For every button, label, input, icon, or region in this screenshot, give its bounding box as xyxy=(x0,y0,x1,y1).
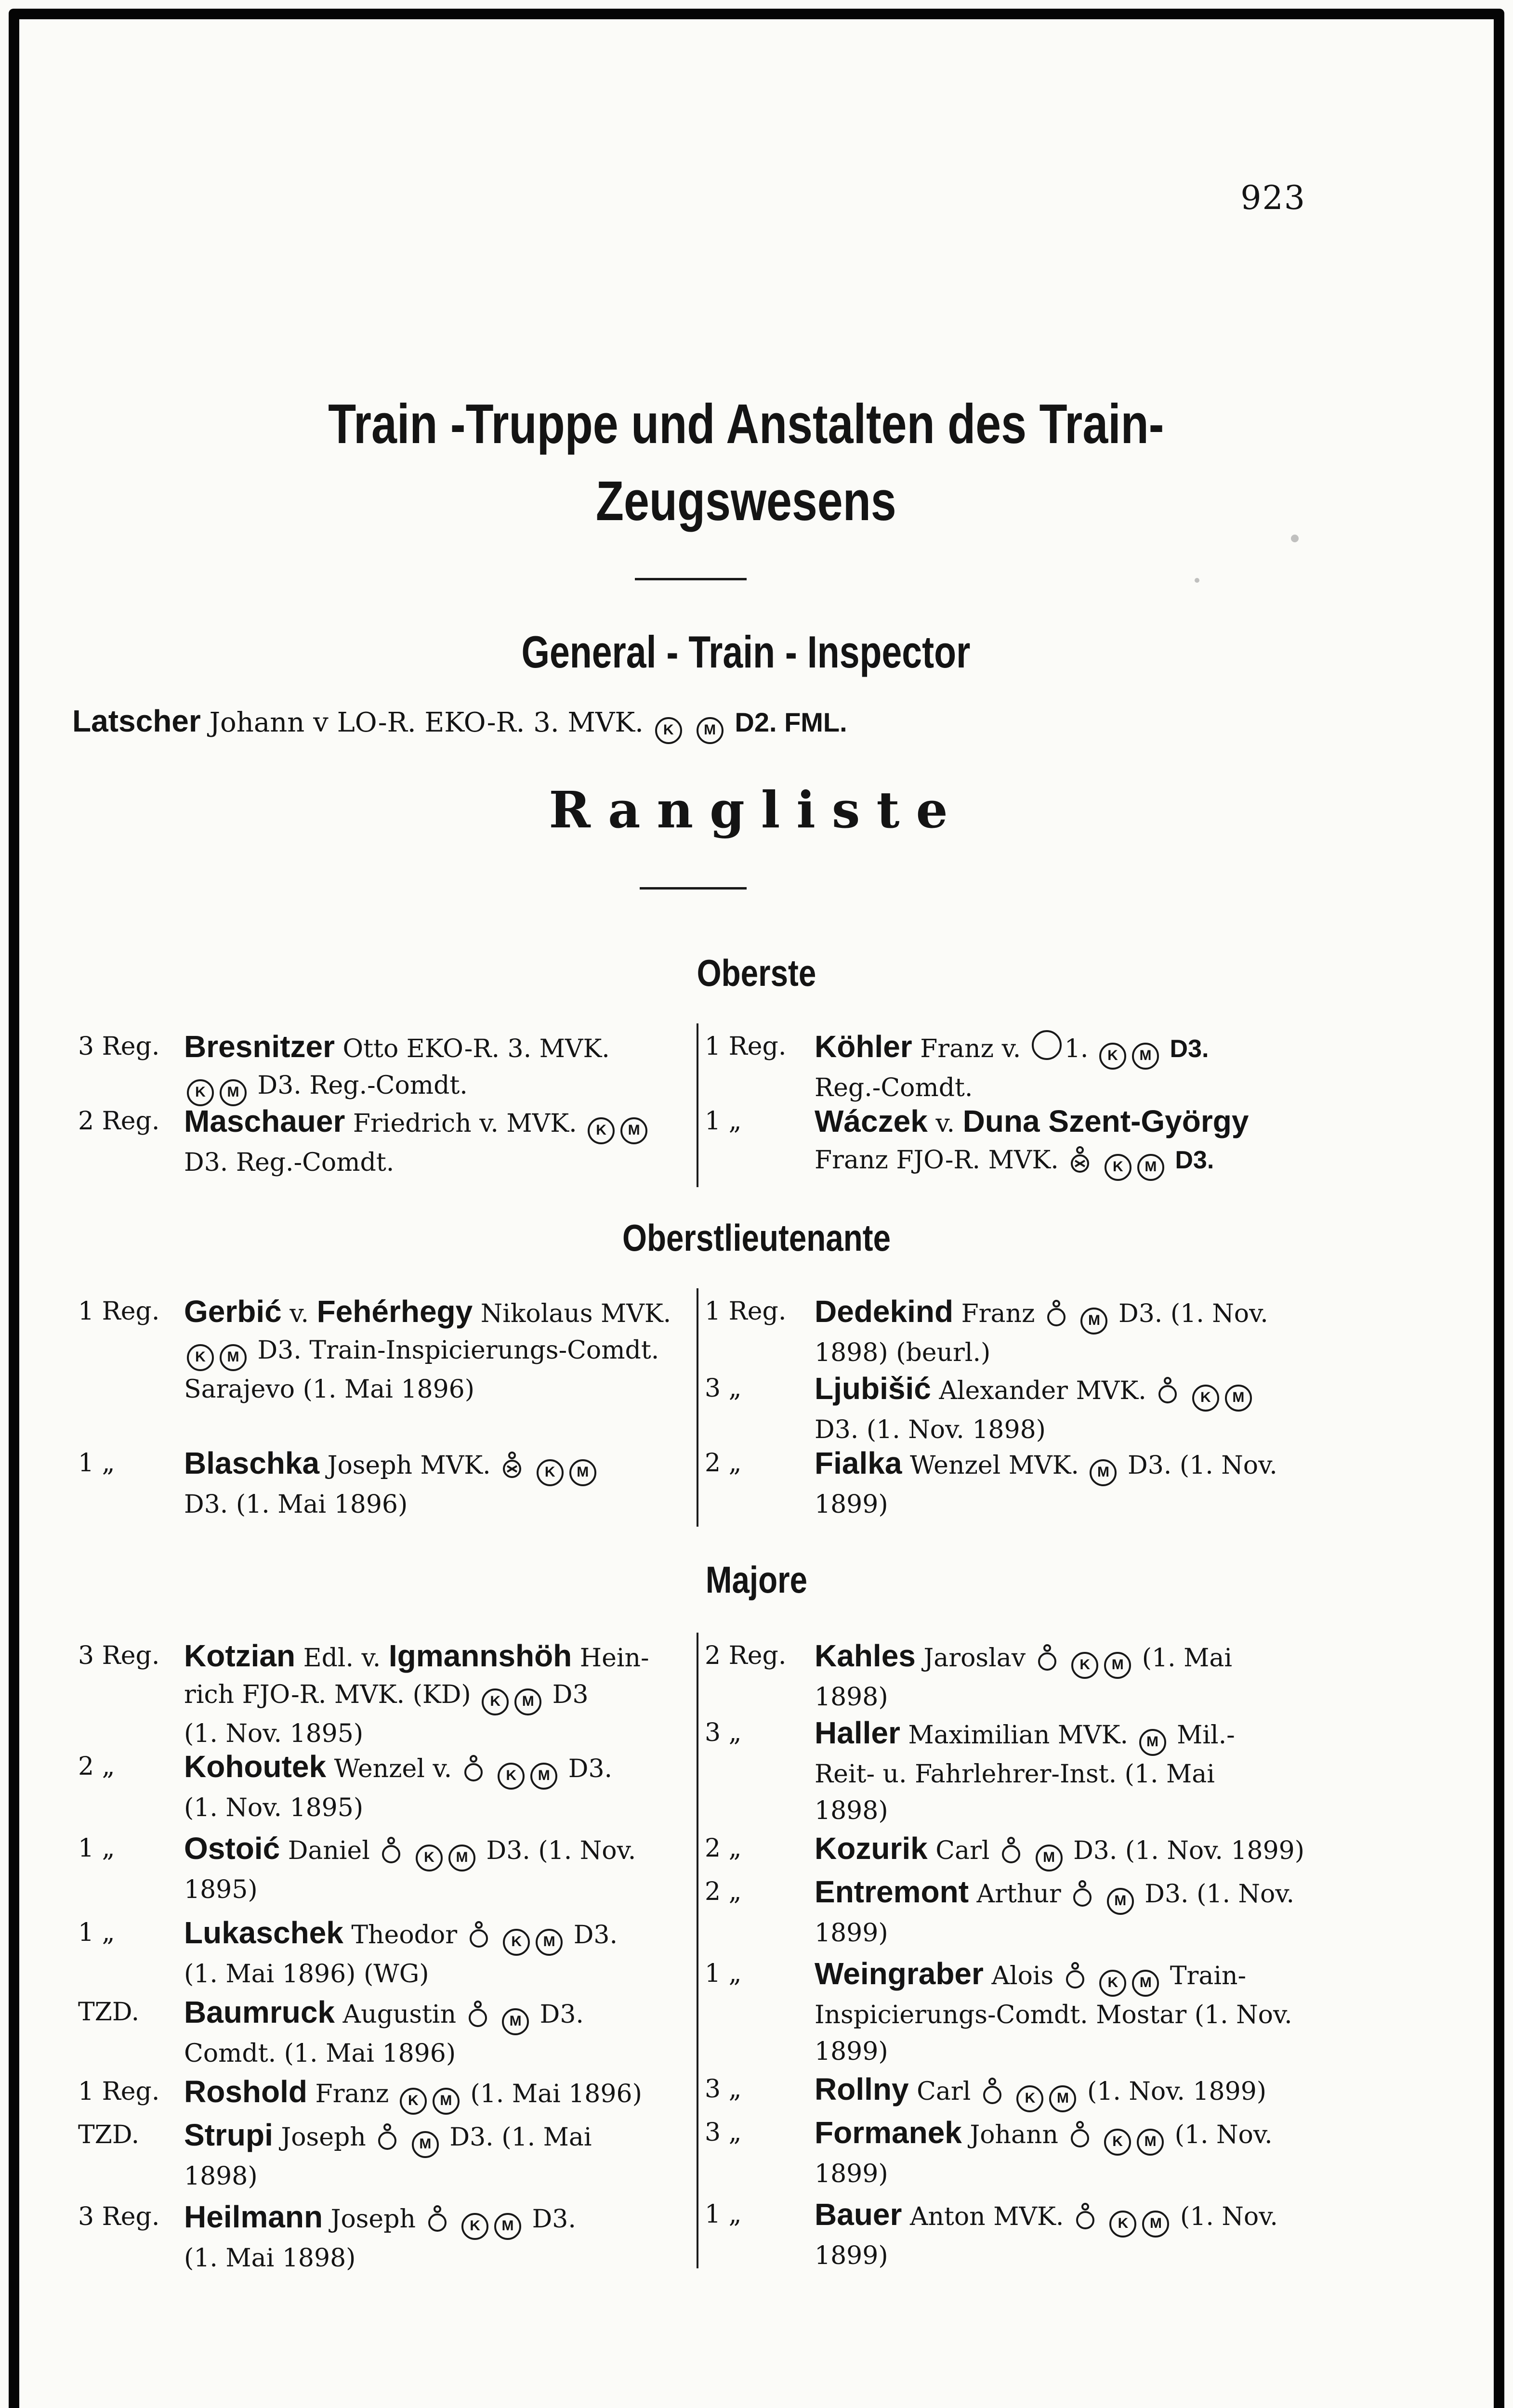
entry-detail: (1. Mai 1896) (WG) xyxy=(184,1960,429,1989)
rank: 2 „ xyxy=(78,1752,115,1781)
entry-detail: Augustin xyxy=(342,2000,457,2029)
k-symbol-icon: K xyxy=(537,1459,564,1486)
entry-text xyxy=(815,1370,1318,1448)
entry-detail: Otto EKO-R. 3. MVK. xyxy=(342,1034,610,1063)
k-symbol-icon: K xyxy=(1192,1385,1219,1412)
ink-speck xyxy=(1195,578,1199,583)
officer-name: Heilmann xyxy=(184,2199,323,2234)
k-symbol-icon: K xyxy=(400,2088,427,2115)
entry-text xyxy=(184,2199,685,2277)
entry-detail: Wenzel v. xyxy=(334,1754,452,1783)
entry-detail: 1898) xyxy=(815,1683,888,1712)
entry-detail: Sarajevo (1. Mai 1896) xyxy=(184,1375,475,1404)
entry-detail: Daniel xyxy=(288,1836,370,1865)
officer-name: Ljubišić xyxy=(815,1371,931,1406)
entry-text xyxy=(815,2071,1318,2112)
rangliste-heading: Rangliste xyxy=(549,780,964,839)
m-symbol-icon: M xyxy=(620,1117,647,1144)
section-title-oberste: Oberste xyxy=(697,952,816,994)
officer-name: Haller xyxy=(815,1715,900,1750)
entry-detail: (1. Mai 1898) xyxy=(184,2244,356,2273)
entry-detail: rich FJO-R. MVK. (KD) xyxy=(184,1680,471,1709)
officer-name: Kotzian xyxy=(184,1638,296,1673)
entry-text xyxy=(815,1955,1318,2070)
officer-name: Gerbić xyxy=(184,1294,282,1329)
entry-detail: Carl xyxy=(935,1836,990,1865)
rank: 3 „ xyxy=(705,2118,742,2147)
entry-detail: (1. Nov. 1899) xyxy=(1087,2077,1267,2106)
m-symbol-icon: M xyxy=(1107,1888,1134,1915)
entry-detail: (1. Nov. 1895) xyxy=(184,1793,364,1822)
entry-detail: Joseph MVK. xyxy=(327,1451,491,1480)
column-divider xyxy=(697,1023,698,1187)
entry-detail: v. xyxy=(935,1109,955,1138)
entry-text xyxy=(184,2117,685,2195)
entry-detail: (1. Mai 1896) xyxy=(470,2080,642,2108)
rank: 1 Reg. xyxy=(705,1297,787,1326)
decoration-badge-icon xyxy=(468,1921,489,1949)
k-symbol-icon: K xyxy=(588,1117,615,1144)
m-symbol-icon: M xyxy=(697,717,724,744)
section-title-oberstlieutenante: Oberstlieutenante xyxy=(622,1217,891,1259)
title-line-2: Zeugswesens xyxy=(595,470,896,532)
entry-text xyxy=(815,1873,1318,1951)
entry-detail: Inspicierungs-Comdt. Mostar (1. Nov. xyxy=(815,2001,1292,2029)
entry-detail: (1. Nov. xyxy=(1174,2120,1273,2149)
m-symbol-icon: M xyxy=(433,2088,460,2115)
entry-detail: Friedrich v. MVK. xyxy=(353,1109,577,1138)
entry-text xyxy=(184,1914,685,1992)
decoration-badge-icon xyxy=(1065,1962,1086,1990)
rank: TZD. xyxy=(78,1998,140,2027)
entry-detail: Joseph xyxy=(281,2123,366,2152)
m-symbol-icon: M xyxy=(1080,1308,1107,1335)
order-circle-icon xyxy=(1032,1030,1062,1060)
officer-name: Kozurik xyxy=(815,1831,928,1866)
rank: 1 „ xyxy=(705,1959,742,1988)
entry-text xyxy=(815,1714,1318,1829)
entry-text xyxy=(184,1028,685,1106)
officer-name: Bauer xyxy=(815,2197,902,2232)
rank: 1 „ xyxy=(705,2200,742,2229)
decoration-badge-icon xyxy=(1069,1146,1091,1174)
decoration-badge-icon xyxy=(982,2078,1003,2106)
rank: 3 „ xyxy=(705,1718,742,1747)
k-symbol-icon: K xyxy=(655,717,682,744)
entry-text xyxy=(815,1445,1318,1523)
entry-detail: Reg.-Comdt. xyxy=(815,1073,973,1102)
k-symbol-icon: K xyxy=(187,1079,214,1106)
rank: 1 „ xyxy=(705,1107,742,1136)
m-symbol-icon: M xyxy=(1049,2085,1076,2112)
rank: 2 Reg. xyxy=(78,1107,160,1136)
m-symbol-icon: M xyxy=(502,2008,529,2035)
decoration-badge-icon xyxy=(381,1837,402,1865)
entry-text xyxy=(815,1830,1318,1871)
decoration-badge-icon xyxy=(1069,2121,1091,2149)
column-divider xyxy=(697,1288,698,1527)
rank: 1 „ xyxy=(78,1918,115,1947)
entry-detail: Jaroslav xyxy=(923,1644,1026,1673)
officer-name: Weingraber xyxy=(815,1956,984,1991)
m-symbol-icon: M xyxy=(514,1688,541,1715)
k-symbol-icon: K xyxy=(1109,2211,1136,2238)
m-symbol-icon: M xyxy=(1036,1845,1063,1871)
m-symbol-icon: M xyxy=(530,1763,557,1790)
inspector-text: Johann v LO-R. EKO-R. 3. MVK. xyxy=(209,707,644,738)
m-symbol-icon: M xyxy=(1137,1154,1164,1181)
rank: 2 „ xyxy=(705,1877,742,1906)
rank: 2 „ xyxy=(705,1449,742,1478)
entry-text xyxy=(815,1637,1318,1715)
title-line-1: Train -Truppe und Anstalten des Train- xyxy=(328,393,1164,455)
officer-name: Bresnitzer xyxy=(184,1029,335,1064)
k-symbol-icon: K xyxy=(1016,2085,1043,2112)
entry-detail: D3. xyxy=(568,1754,613,1783)
officer-name-predicate: Fehérhegy xyxy=(316,1294,473,1329)
k-symbol-icon: K xyxy=(503,1929,530,1956)
k-symbol-icon: K xyxy=(1105,1154,1131,1181)
rank: 3 „ xyxy=(705,1374,742,1403)
m-symbol-icon: M xyxy=(1137,2129,1164,2156)
entry-detail: 1895) xyxy=(184,1875,258,1904)
entry-detail: Edl. v. xyxy=(303,1644,381,1673)
rank: 1 Reg. xyxy=(705,1032,787,1061)
entry-text xyxy=(815,1028,1318,1106)
m-symbol-icon: M xyxy=(569,1459,596,1486)
entry-detail: D3. Reg.-Comdt. xyxy=(257,1071,468,1100)
entry-detail: D3. xyxy=(1175,1146,1214,1174)
entry-detail: Alexander MVK. xyxy=(939,1376,1146,1405)
entry-text xyxy=(184,1445,685,1523)
entry-detail: D3 xyxy=(552,1680,589,1709)
m-symbol-icon: M xyxy=(536,1929,563,1956)
entry-detail: Nikolaus MVK. xyxy=(480,1299,671,1328)
officer-name: Roshold xyxy=(184,2074,307,2109)
entry-detail: Alois xyxy=(991,1962,1054,1990)
divider-rule xyxy=(640,887,747,890)
decoration-badge-icon xyxy=(377,2123,398,2151)
entry-text xyxy=(184,1637,685,1752)
entry-detail: Arthur xyxy=(976,1880,1061,1909)
entry-detail: D3. Train-Inspicierungs-Comdt. xyxy=(257,1336,659,1365)
entry-detail: Franz FJO-R. MVK. xyxy=(815,1146,1059,1175)
entry-detail: Mil.- xyxy=(1177,1721,1235,1750)
k-symbol-icon: K xyxy=(498,1763,525,1790)
entry-detail: D3. (1. Nov. xyxy=(1118,1299,1268,1328)
officer-name: Fialka xyxy=(815,1446,902,1480)
decoration-badge-icon xyxy=(501,1452,523,1479)
officer-name: Lukaschek xyxy=(184,1915,343,1950)
m-symbol-icon: M xyxy=(1104,1652,1131,1679)
decoration-badge-icon xyxy=(1046,1300,1067,1328)
officer-name-predicate: Igmannshöh xyxy=(388,1638,572,1673)
entry-detail: D3. xyxy=(1170,1035,1209,1063)
decoration-badge-icon xyxy=(1037,1644,1058,1672)
k-symbol-icon: K xyxy=(1104,2129,1131,2156)
entry-detail: 1898) (beurl.) xyxy=(815,1338,991,1367)
inspector-tail: D2. FML. xyxy=(735,707,847,737)
section-title-majore: Majore xyxy=(705,1558,808,1601)
m-symbol-icon: M xyxy=(1139,1729,1166,1756)
entry-detail: Theodor xyxy=(351,1921,458,1950)
m-symbol-icon: M xyxy=(1090,1459,1117,1486)
entry-text xyxy=(815,1103,1318,1181)
decoration-badge-icon xyxy=(427,2205,448,2233)
column-divider xyxy=(697,1633,698,2268)
entry-detail: Johann xyxy=(970,2120,1059,2149)
officer-name: Kohoutek xyxy=(184,1749,327,1784)
decoration-badge-icon xyxy=(1072,1880,1093,1908)
entry-text xyxy=(815,1293,1318,1371)
rank: 2 Reg. xyxy=(705,1641,787,1670)
entry-detail: D3. (1. Mai 1896) xyxy=(184,1490,408,1519)
m-symbol-icon: M xyxy=(494,2213,521,2240)
m-symbol-icon: M xyxy=(412,2131,439,2158)
entry-detail: Hein- xyxy=(579,1644,649,1673)
officer-name: Dedekind xyxy=(815,1294,954,1329)
inspector-entry xyxy=(72,703,847,744)
entry-detail: D3. (1. Nov. xyxy=(486,1836,636,1865)
rank: 3 Reg. xyxy=(78,1032,160,1061)
entry-text xyxy=(184,1748,685,1826)
entry-detail: v. xyxy=(289,1299,309,1328)
k-symbol-icon: K xyxy=(1099,1043,1126,1070)
entry-detail: 1898) xyxy=(815,1796,888,1825)
rank: 2 „ xyxy=(705,1834,742,1863)
m-symbol-icon: M xyxy=(1225,1385,1252,1412)
rank: 1 „ xyxy=(78,1834,115,1863)
entry-detail: D3. (1. Nov. xyxy=(1128,1451,1277,1480)
k-symbol-icon: K xyxy=(461,2213,488,2240)
divider-rule xyxy=(635,578,747,580)
entry-detail: D3. (1. Nov. xyxy=(1145,1880,1295,1909)
entry-detail: D3. Reg.-Comdt. xyxy=(184,1148,395,1177)
entry-text xyxy=(184,1293,685,1408)
rank: 3 „ xyxy=(705,2075,742,2104)
rank: TZD. xyxy=(78,2120,140,2149)
entry-detail: Wenzel MVK. xyxy=(909,1451,1079,1480)
page-number: 923 xyxy=(1240,179,1306,217)
rank: 1 Reg. xyxy=(78,1297,160,1326)
m-symbol-icon: M xyxy=(1132,1970,1159,1997)
decoration-badge-icon xyxy=(463,1755,484,1783)
m-symbol-icon: M xyxy=(220,1079,247,1106)
rank: 3 Reg. xyxy=(78,1641,160,1670)
entry-detail: Franz xyxy=(315,2080,389,2108)
entry-detail: 1899) xyxy=(815,1490,888,1519)
entry-detail: (1. Nov. 1895) xyxy=(184,1719,364,1748)
k-symbol-icon: K xyxy=(482,1688,509,1715)
entry-detail: Reit- u. Fahrlehrer-Inst. (1. Mai xyxy=(815,1760,1215,1789)
k-symbol-icon: K xyxy=(187,1344,214,1371)
officer-name: Baumruck xyxy=(184,1995,335,2029)
rank: 1 Reg. xyxy=(78,2077,160,2106)
entry-detail: D3. xyxy=(573,1921,618,1950)
entry-detail: D3. (1. Mai xyxy=(449,2123,592,2152)
entry-detail: Train- xyxy=(1170,1962,1247,1990)
entry-detail: Maximilian MVK. xyxy=(908,1721,1129,1750)
officer-name: Ostoić xyxy=(184,1831,280,1866)
officer-name: Wáczek xyxy=(815,1104,928,1139)
ink-speck xyxy=(1291,535,1299,542)
officer-name: Rollny xyxy=(815,2072,909,2107)
entry-detail: 1898) xyxy=(184,2162,258,2191)
entry-detail: D3. (1. Nov. 1899) xyxy=(1073,1836,1305,1865)
entry-detail: 1899) xyxy=(815,2159,888,2188)
officer-name: Maschauer xyxy=(184,1104,345,1139)
entry-text xyxy=(184,1994,685,2072)
inspector-name: Latscher xyxy=(72,704,201,738)
entry-detail: 1899) xyxy=(815,1919,888,1948)
decoration-badge-icon xyxy=(1000,1837,1022,1865)
page-title xyxy=(126,385,1367,539)
rank: 3 Reg. xyxy=(78,2202,160,2231)
officer-name: Strupi xyxy=(184,2118,273,2152)
k-symbol-icon: K xyxy=(1071,1652,1098,1679)
entry-detail: (1. Nov. xyxy=(1180,2202,1278,2231)
inspector-heading: General - Train - Inspector xyxy=(521,627,971,677)
entry-detail: Franz v. xyxy=(920,1034,1021,1063)
m-symbol-icon: M xyxy=(1142,2211,1169,2238)
entry-text xyxy=(815,2196,1318,2274)
entry-detail: D3. (1. Nov. 1898) xyxy=(815,1415,1046,1444)
entry-detail: Franz xyxy=(961,1299,1035,1328)
m-symbol-icon: M xyxy=(220,1344,247,1371)
m-symbol-icon: M xyxy=(448,1845,475,1871)
officer-name: Entremont xyxy=(815,1874,969,1909)
officer-name: Formanek xyxy=(815,2115,962,2150)
rank: 1 „ xyxy=(78,1449,115,1478)
decoration-badge-icon xyxy=(1075,2203,1096,2231)
officer-name: Köhler xyxy=(815,1029,912,1064)
officer-name: Kahles xyxy=(815,1638,916,1673)
entry-detail: D3. xyxy=(539,2000,584,2029)
decoration-badge-icon xyxy=(1157,1377,1178,1405)
officer-name: Blaschka xyxy=(184,1446,320,1480)
entry-text xyxy=(815,2114,1318,2192)
entry-text xyxy=(184,1830,685,1908)
m-symbol-icon: M xyxy=(1132,1043,1159,1070)
entry-detail: 1899) xyxy=(815,2037,888,2066)
entry-detail: D3. xyxy=(532,2205,576,2234)
entry-text xyxy=(184,1103,685,1181)
entry-detail: Comdt. (1. Mai 1896) xyxy=(184,2039,456,2068)
entry-detail: Anton MVK. xyxy=(909,2202,1064,2231)
entry-text xyxy=(184,2073,685,2115)
decoration-badge-icon xyxy=(467,2001,488,2028)
entry-detail: 1899) xyxy=(815,2241,888,2270)
entry-detail: (1. Mai xyxy=(1142,1644,1233,1673)
entry-detail: 1. xyxy=(1064,1034,1089,1063)
k-symbol-icon: K xyxy=(416,1845,443,1871)
entry-detail: Carl xyxy=(917,2077,971,2106)
officer-name-predicate: Duna Szent-György xyxy=(962,1104,1249,1139)
entry-detail: Joseph xyxy=(330,2205,416,2234)
k-symbol-icon: K xyxy=(1099,1970,1126,1997)
